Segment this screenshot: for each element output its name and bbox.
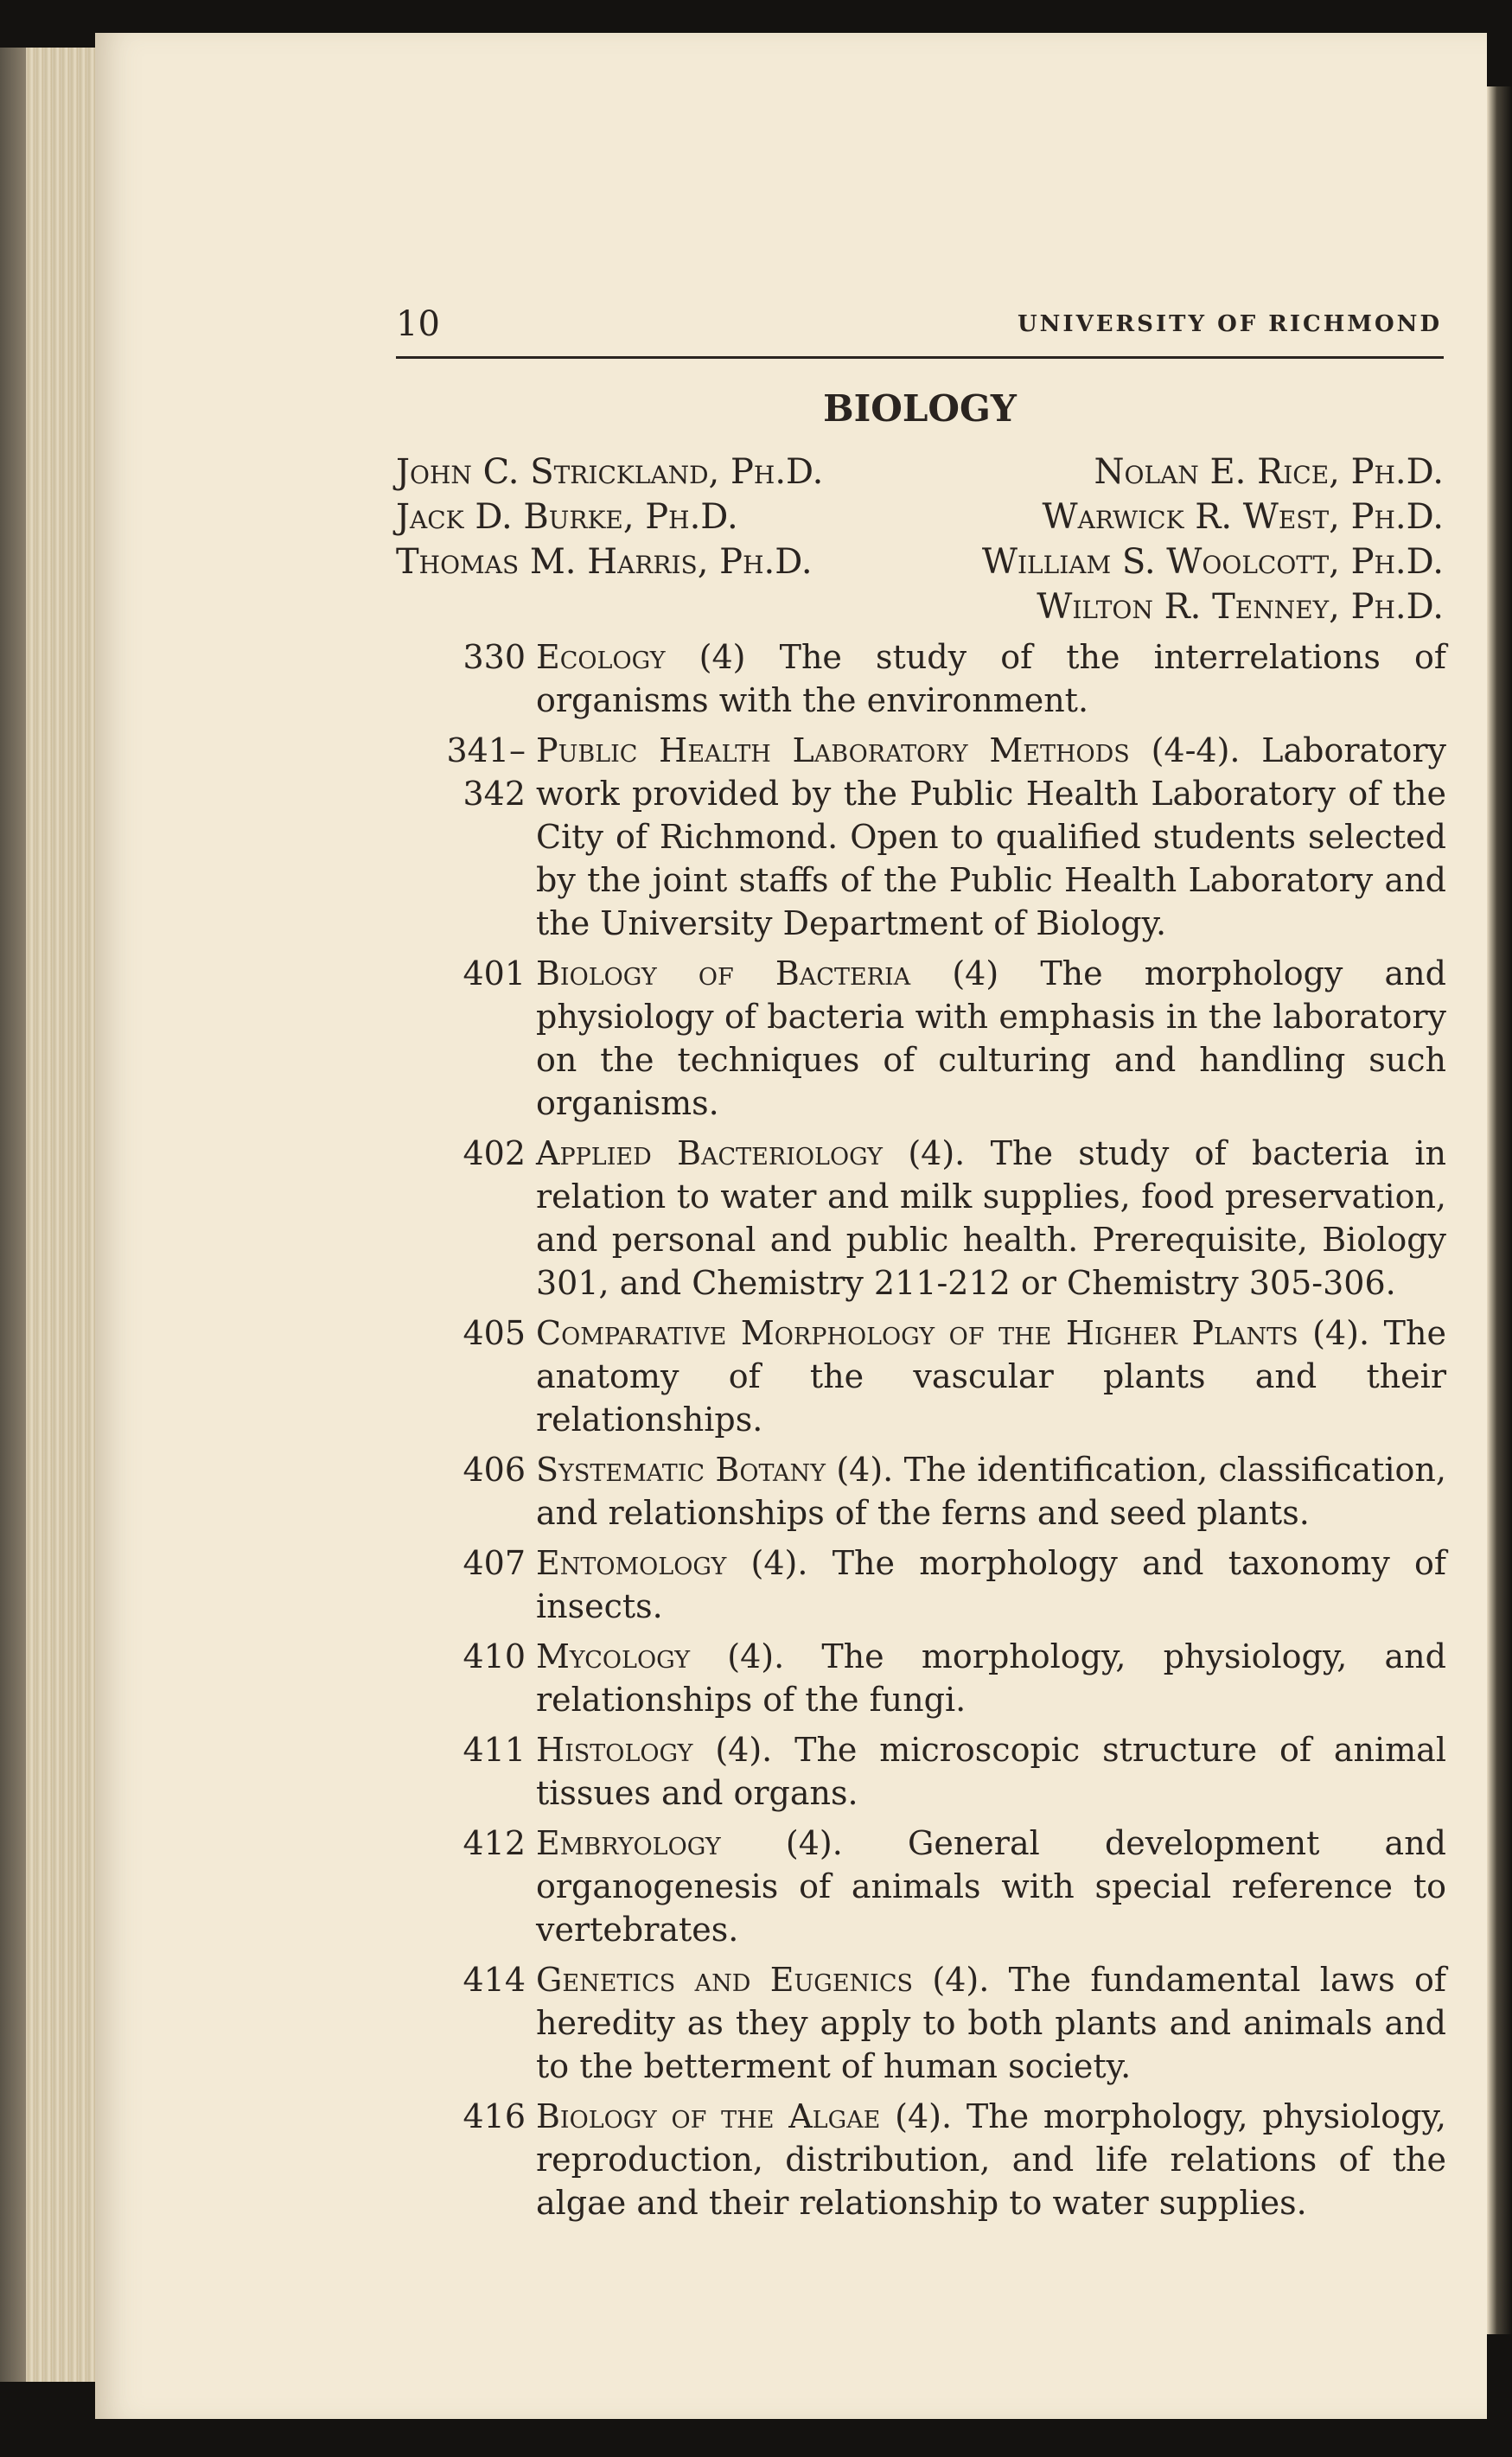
course-credits: (4). <box>895 2097 953 2135</box>
course-description: The morphology and taxonomy of insects. <box>536 1544 1446 1625</box>
course-title: Histology <box>536 1731 693 1769</box>
course-entry <box>396 1541 1446 1628</box>
course-entry <box>396 1635 1446 1721</box>
course-number: 411 <box>463 1731 526 1769</box>
course-description: The anatomy of the vascular plants and their relationships. <box>536 1314 1446 1439</box>
course-description: General development and organogenesis of animals with special reference to vertebrates. <box>536 1824 1446 1949</box>
course-list <box>396 635 1446 2231</box>
running-head: UNIVERSITY OF RICHMOND <box>1017 311 1442 337</box>
course-number: 405 <box>463 1314 526 1352</box>
course-description: The morphology, physiology, and relationships of the fungi. <box>536 1637 1446 1719</box>
course-description: Laboratory work provided by the Public Health Laboratory of the City of Richmond. Open to qualified students selected by the joint staffs of the Public Health Laboratory and the University Department of Biology. <box>536 731 1446 942</box>
course-credits: (4). <box>1312 1314 1370 1352</box>
course-credits: (4). <box>932 1961 990 1999</box>
course-description: The fundamental laws of heredity as they apply to both plants and animals and to the betterment of human society. <box>536 1961 1446 2085</box>
course-title: Biology of the Algae <box>536 2097 881 2135</box>
course-number: 407 <box>463 1544 526 1582</box>
faculty-member: Wilton R. Tenney, Ph.D. <box>1037 587 1444 627</box>
course-number: 414 <box>463 1961 526 1999</box>
course-entry <box>396 635 1446 722</box>
course-credits: (4) <box>952 954 999 992</box>
course-entry <box>396 1728 1446 1815</box>
faculty-member: Jack D. Burke, Ph.D. <box>396 497 738 537</box>
course-credits: (4). <box>785 1824 843 1862</box>
section-title: BIOLOGY <box>823 387 1017 430</box>
course-entry <box>396 729 1446 945</box>
faculty-member: Nolan E. Rice, Ph.D. <box>1094 452 1444 492</box>
course-title: Applied Bacteriology <box>536 1134 883 1172</box>
course-title: Ecology <box>536 638 666 676</box>
page-number: 10 <box>396 304 440 344</box>
course-number: 416 <box>463 2097 526 2135</box>
faculty-list-left <box>396 450 915 584</box>
course-entry <box>396 1822 1446 1951</box>
faculty-member: John C. Strickland, Ph.D. <box>396 452 824 492</box>
course-number: 410 <box>463 1637 526 1675</box>
course-title: Embryology <box>536 1824 721 1862</box>
course-title: Entomology <box>536 1544 727 1582</box>
course-number: 330 <box>463 638 526 676</box>
faculty-member: Thomas M. Harris, Ph.D. <box>396 542 813 582</box>
course-entry <box>396 2095 1446 2224</box>
course-entry <box>396 1132 1446 1305</box>
course-credits: (4) <box>699 638 746 676</box>
course-title: Systematic Botany <box>536 1451 826 1489</box>
page-right-edge <box>1487 86 1512 2334</box>
faculty-list-right <box>916 450 1444 629</box>
course-description: The microscopic structure of animal tissues and organs. <box>536 1731 1446 1812</box>
course-number: 402 <box>463 1134 526 1172</box>
course-number: 341–342 <box>446 731 526 813</box>
faculty-member: Warwick R. West, Ph.D. <box>1042 497 1444 537</box>
course-credits: (4). <box>750 1544 808 1582</box>
course-title: Mycology <box>536 1637 691 1675</box>
course-description: The identification, classification, and relationships of the ferns and seed plants. <box>536 1451 1446 1532</box>
course-entry <box>396 1448 1446 1535</box>
course-title: Public Health Laboratory Methods <box>536 731 1130 769</box>
course-description: The study of bacteria in relation to water and milk supplies, food preservation, and personal and public health. Prerequisite, Biology 301, and Chemistry 211-212 or Chemistry 305-306. <box>536 1134 1446 1302</box>
course-title: Biology of Bacteria <box>536 954 911 992</box>
course-entry <box>396 1311 1446 1441</box>
course-credits: (4). <box>908 1134 966 1172</box>
course-title: Genetics and Eugenics <box>536 1961 913 1999</box>
course-credits: (4). <box>836 1451 894 1489</box>
course-entry <box>396 952 1446 1125</box>
course-number: 401 <box>463 954 526 992</box>
course-number: 406 <box>463 1451 526 1489</box>
course-description: The study of the interrelations of organisms with the environment. <box>536 638 1446 719</box>
course-credits: (4-4). <box>1151 731 1241 769</box>
course-description: The morphology and physiology of bacteria with emphasis in the laboratory on the techniques of culturing and handling such organisms. <box>536 954 1446 1122</box>
course-title: Comparative Morphology of the Higher Plants <box>536 1314 1298 1352</box>
course-number: 412 <box>463 1824 526 1862</box>
course-entry <box>396 1958 1446 2088</box>
course-credits: (4). <box>727 1637 785 1675</box>
faculty-member: William S. Woolcott, Ph.D. <box>981 542 1444 582</box>
page-header <box>396 303 1444 359</box>
course-credits: (4). <box>715 1731 773 1769</box>
course-description: The morphology, physiology, reproduction, distribution, and life relations of the algae and their relationship to water supplies. <box>536 2097 1446 2222</box>
